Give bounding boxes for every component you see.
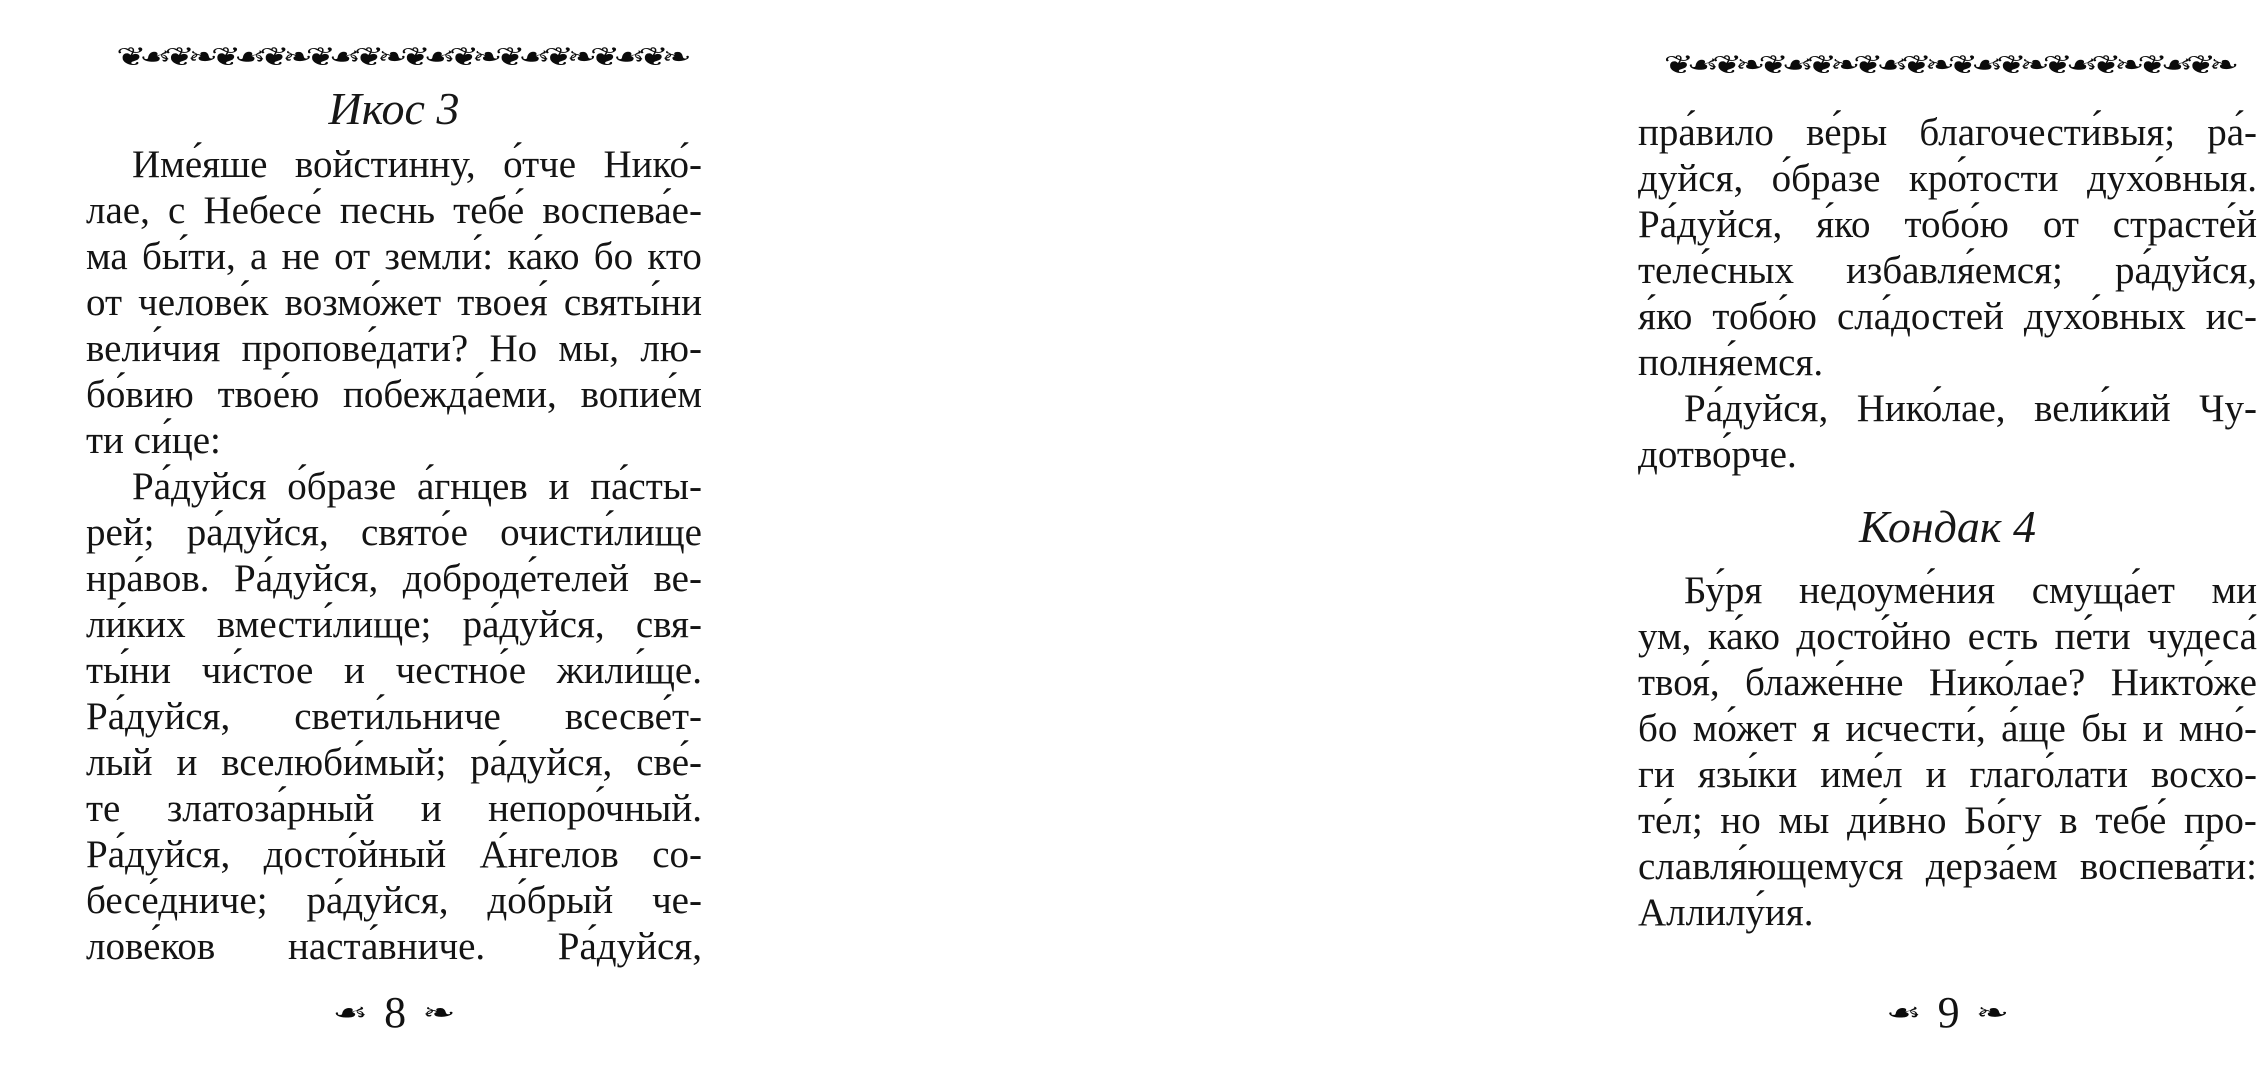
text-line: я́ко тобо́ю сла́достей духо́вных ис- — [1638, 295, 2257, 338]
text-line: бо́вию твое́ю побежда́еми, вопие́м — [86, 373, 702, 416]
footer-flourish-right-icon: ❧ — [422, 998, 456, 1028]
text-line: Ра́дуйся, я́ко тобо́ю от страсте́й — [1638, 203, 2257, 246]
text-line: полня́емся. — [1638, 341, 1824, 384]
right-text-column-top — [1638, 110, 2257, 478]
left-page — [0, 0, 780, 1080]
text-line: Ра́дуйся, Нико́лае, вели́кий Чу- — [1684, 387, 2257, 430]
text-line: бо мо́жет я исчести́, а́ще бы и мно́- — [1638, 707, 2257, 750]
left-header-ornament-icon: ❦☙❦❧❦☙❦❧❦☙❦❧❦☙❦❧❦☙❦❧❦☙❦❧ — [116, 42, 685, 73]
text-line: Ра́дуйся о́бразе а́гнцев и па́сты- — [132, 465, 702, 508]
text-line: лае, с Небесе́ песнь тебе́ воспева́е- — [86, 189, 702, 232]
text-line: ги язы́ки име́л и глаго́лати восхо- — [1638, 753, 2257, 796]
text-line: ма бы́ти, а не от земли́: ка́ко бо кто — [86, 235, 702, 278]
left-page-number: 8 — [384, 988, 407, 1037]
text-line: пра́вило ве́ры благочести́выя; ра́- — [1638, 111, 2257, 154]
text-line: Бу́ря недоуме́ния смуща́ет ми — [1684, 569, 2257, 612]
text-line: дуйся, о́бразе кро́тости духо́вныя. — [1638, 157, 2257, 200]
text-line: Ра́дуйся, досто́йный А́нгелов со- — [86, 833, 702, 876]
text-line: славля́ющемуся дерза́ем воспева́ти: — [1638, 845, 2257, 888]
text-line: лый и вселюби́мый; ра́дуйся, све́- — [86, 741, 702, 784]
right-header-ornament-icon: ❦☙❦❧❦☙❦❧❦☙❦❧❦☙❦❧❦☙❦❧❦☙❦❧ — [1663, 50, 2233, 81]
left-section-heading: Икос 3 — [328, 83, 460, 134]
right-page-number: 9 — [1937, 988, 1960, 1037]
text-line: вели́чия пропове́дати? Но мы, лю- — [86, 327, 702, 370]
right-text-column-bottom — [1638, 568, 2257, 936]
text-line: бесе́дниче; ра́дуйся, до́брый че- — [86, 879, 702, 922]
text-line: Име́яше войстинну, о́тче Нико́- — [132, 143, 702, 186]
left-page-footer — [86, 990, 702, 1036]
footer-flourish-right-icon: ❧ — [1975, 998, 2010, 1028]
footer-flourish-left-icon: ☙ — [1885, 998, 1922, 1028]
text-line: ты́ни чи́стое и честно́е жили́ще. — [86, 649, 702, 692]
right-page — [780, 0, 2257, 1080]
text-line: нра́вов. Ра́дуйся, доброде́телей ве- — [86, 557, 702, 600]
text-line: те́л; но мы ди́вно Бо́гу в тебе́ про- — [1638, 799, 2257, 842]
text-line: ли́ких вмести́лище; ра́дуйся, свя- — [86, 603, 702, 646]
footer-flourish-left-icon: ☙ — [332, 998, 369, 1028]
text-line: твоя́, блаже́нне Нико́лае? Никто́же — [1638, 661, 2257, 704]
text-line: Ра́дуйся, свети́льниче всесве́т- — [86, 695, 702, 738]
right-section-heading: Кондак 4 — [1859, 501, 2036, 552]
text-line: лове́ков наста́вниче. Ра́дуйся, — [86, 925, 702, 968]
text-line: ти си́це: — [86, 419, 221, 462]
right-page-footer — [1638, 990, 2257, 1036]
text-line: Аллилу́ия. — [1638, 891, 1814, 934]
text-line: от челове́к возмо́жет твоея́ святы́ни — [86, 281, 702, 324]
text-line: рей; ра́дуйся, свято́е очисти́лище — [86, 511, 702, 554]
text-line: дотво́рче. — [1638, 433, 1797, 476]
text-line: теле́сных избавля́емся; ра́дуйся, — [1638, 249, 2257, 292]
left-text-column — [86, 142, 702, 970]
text-line: ум, ка́ко досто́йно есть пе́ти чудеса́ — [1638, 615, 2257, 658]
text-line: те златоза́рный и непоро́чный. — [86, 787, 702, 830]
